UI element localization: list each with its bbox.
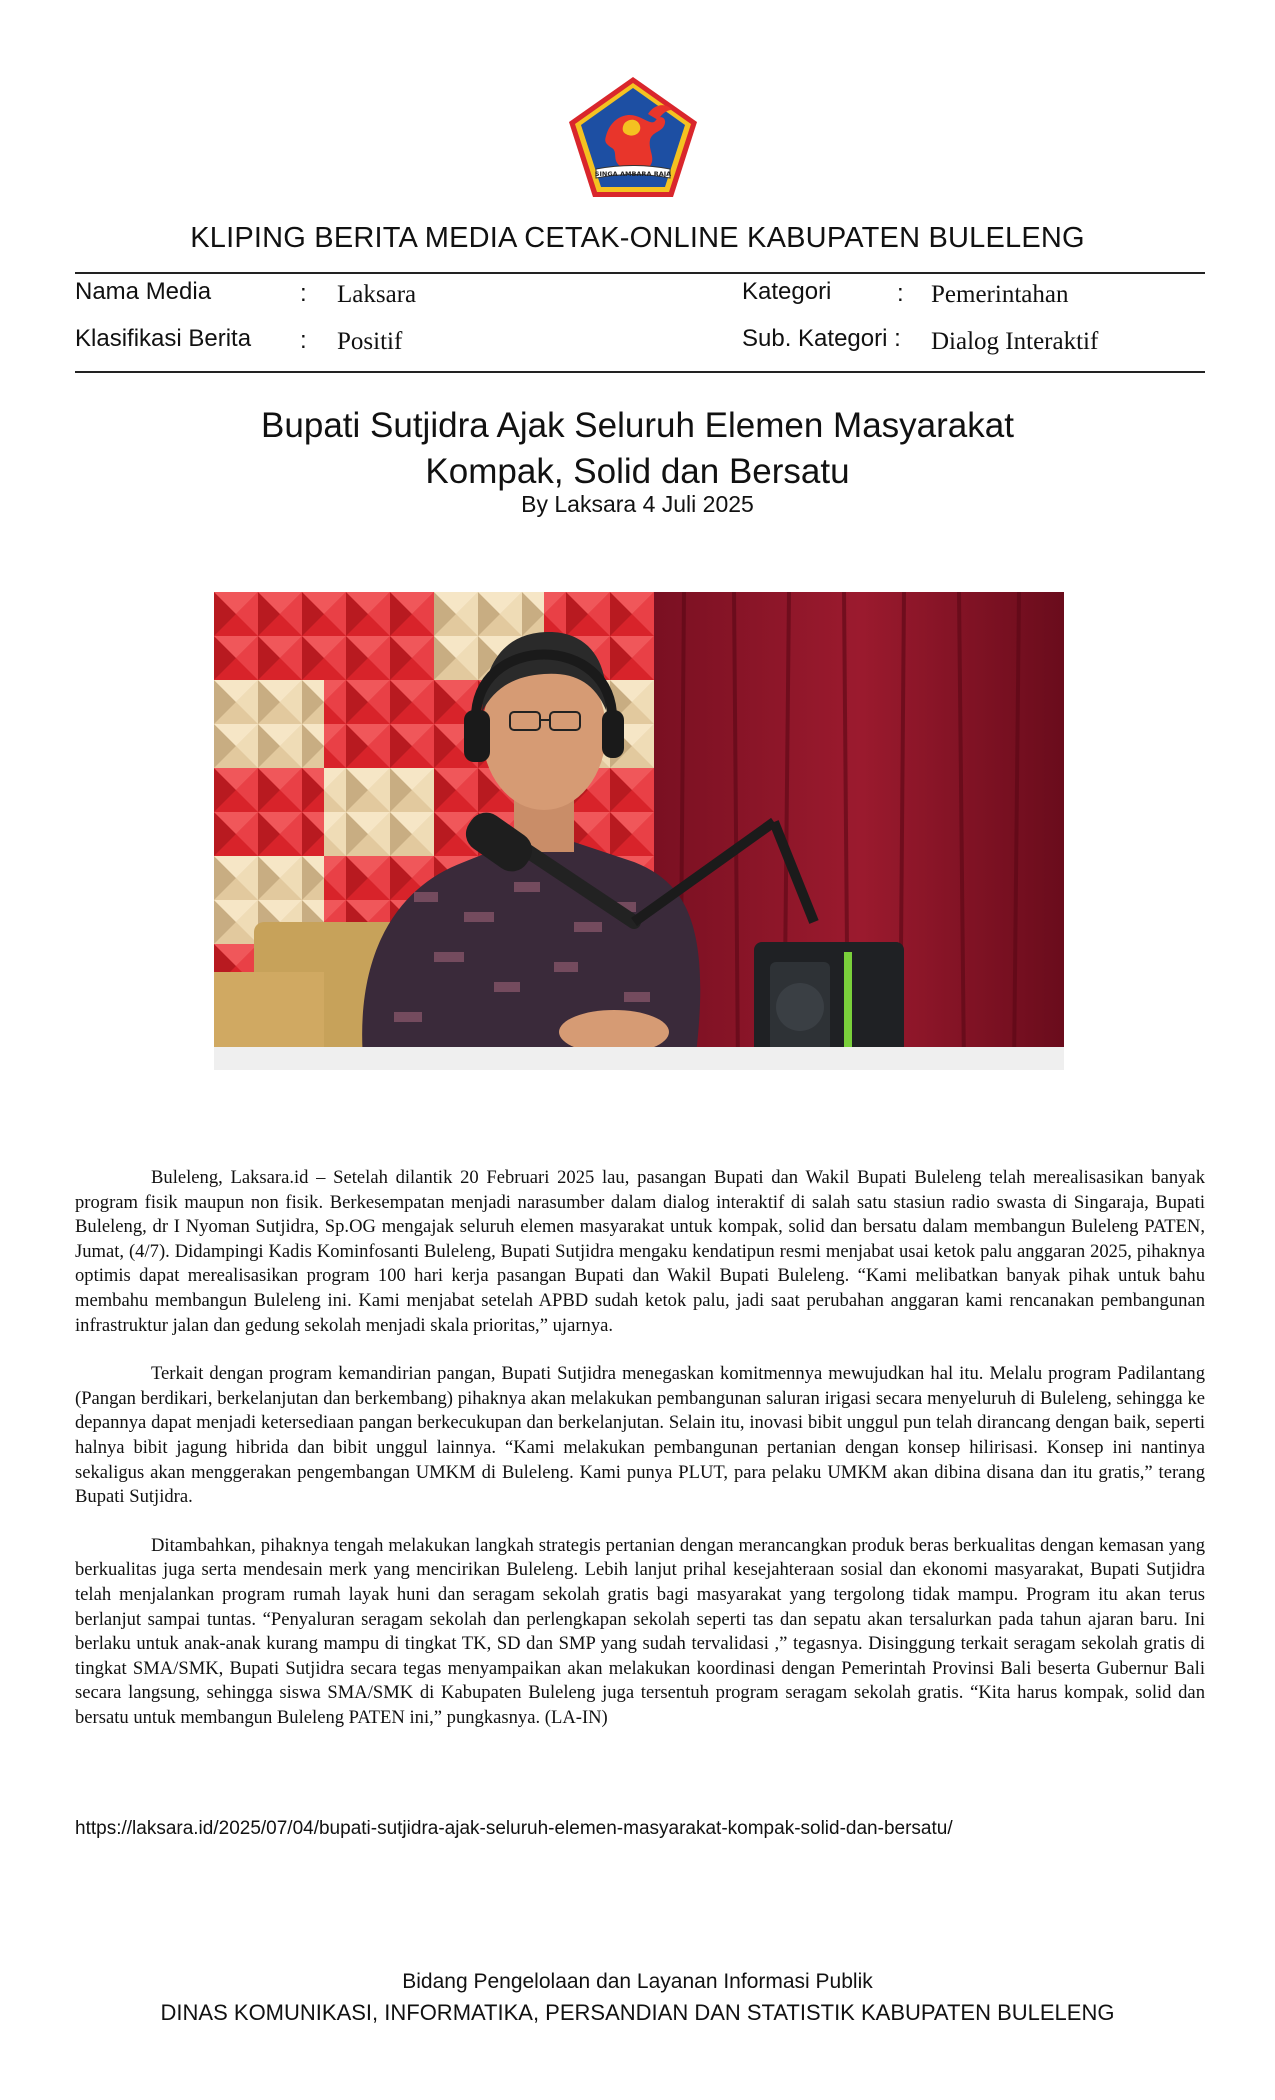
article-title bbox=[0, 403, 1275, 495]
klasifikasi-colon: : bbox=[300, 327, 307, 354]
article-paragraph: Buleleng, Laksara.id – Setelah dilantik 20 Februari 2025 lau, pasangan Bupati dan Wakil Bupati Buleleng telah merealisasikan banyak program fisik maupun non fisik. Berkesempatan menjadi narasumber dalam dialog interaktif di salah satu stasiun radio swasta di Singaraja, Bupati Buleleng, dr I Nyoman Sutjidra, Sp.OG mengajak seluruh elemen masyarakat untuk kompak, solid dan bersatu dalam membangun Buleleng PATEN, Jumat, (4/7). Didampingi Kadis Kominfosanti Buleleng, Bupati Sutjidra mengaku kendatipun resmi menjabat usai ketok palu anggaran 2025, pihaknya optimis dapat merealisasikan program 100 hari kerja pasangan Bupati dan Wakil Bupati Buleleng. “Kami melibatkan banyak pihak untuk bahu membahu membangun Buleleng ini. Kami menjabat setelah APBD sudah ketok palu, jadi saat perubahan anggaran kami rencanakan pembangunan infrastruktur jalan dan gedung sekolah menjadi skala prioritas,” ujarnya. bbox=[75, 1167, 1205, 1336]
logo-motto: SINGA AMBARA RAJA bbox=[594, 170, 672, 178]
kategori-colon: : bbox=[897, 280, 904, 307]
media-label: Nama Media bbox=[75, 278, 212, 305]
article-byline: By Laksara 4 Juli 2025 bbox=[521, 491, 754, 517]
subkategori-value: Dialog Interaktif bbox=[931, 328, 1099, 355]
article-title-line1: Bupati Sutjidra Ajak Seluruh Elemen Masyarakat bbox=[261, 406, 1014, 445]
article-paragraph: Ditambahkan, pihaknya tengah melakukan langkah strategis pertanian dengan merancangkan produk beras berkualitas dengan kemasan yang berkualitas juga serta mendesain merk yang mencirikan Buleleng. Lebih lanjut prihal kesejahteraan sosial dan ekonomi masyarakat, Bupati Sutjidra telah menjalankan program rumah layak huni dan seragam sekolah gratis bagi masyarakat yang tergolong tidak mampu. Program itu akan terus berlanjut sampai tuntas. “Penyaluran seragam sekolah dan perlengkapan sekolah seperti tas dan sepatu akan tersalurkan pada tahun ajaran baru. Ini berlaku untuk anak-anak kurang mampu di tingkat TK, SD dan SMP yang sudah tervalidasi ,” tegasnya. Disinggung terkait seragam sekolah gratis di tingkat SMA/SMK, Bupati Sutjidra secara tegas menyampaikan akan melakukan koordinasi dengan Pemerintah Provinsi Bali beserta Gubernur Bali secara langsung, sehingga siswa SMA/SMK di Kabupaten Buleleng juga tersentuh program seragam sekolah gratis. “Kita harus kompak, solid dan bersatu untuk membangun Buleleng PATEN ini,” pungkasnya. (LA-IN) bbox=[75, 1534, 1205, 1728]
media-colon: : bbox=[300, 280, 307, 307]
header-divider-bottom bbox=[75, 371, 1205, 373]
kategori-value: Pemerintahan bbox=[931, 281, 1069, 308]
article-paragraph: Terkait dengan program kemandirian pangan, Bupati Sutjidra menegaskan komitmennya mewujudkan hal itu. Melalu program Padilantang (Pangan berdikari, berkelanjutan dan berkembang) pihaknya akan melakukan pembangunan saluran irigasi secara menyeluruh di Buleleng, sehingga ke depannya dapat menjadi ketersediaan pangan berkecukupan dan berkelanjutan. Selain itu, inovasi bibit unggul pun telah dirancang dengan baik, seperti halnya bibit jagung hibrida dan bibit unggul lainnya. “Kami melakukan pembangunan pertanian dengan konsep hilirisasi. Konsep ini nantinya sekaligus akan menggerakan pengembangan UMKM di Buleleng. Kami punya PLUT, para pelaku UMKM akan dibina disana dan itu gratis,” terang Bupati Sutjidra. bbox=[75, 1363, 1205, 1508]
footer-department: Bidang Pengelolaan dan Layanan Informasi Publik bbox=[402, 1970, 873, 1993]
klasifikasi-value: Positif bbox=[337, 328, 403, 355]
header-divider-top bbox=[75, 272, 1205, 274]
kategori-label: Kategori bbox=[742, 278, 832, 305]
article-body bbox=[75, 1166, 1205, 1754]
media-value: Laksara bbox=[337, 281, 417, 308]
article-title-line2: Kompak, Solid dan Bersatu bbox=[425, 452, 850, 491]
source-link[interactable]: https://laksara.id/2025/07/04/bupati-sutjidra-ajak-seluruh-elemen-masyarakat-kompak-solid-dan-bersatu/ bbox=[75, 1818, 953, 1839]
subkategori-label: Sub. Kategori : bbox=[742, 325, 901, 352]
buleleng-emblem-logo bbox=[566, 74, 700, 200]
klasifikasi-label: Klasifikasi Berita bbox=[75, 325, 252, 352]
page-header-title: KLIPING BERITA MEDIA CETAK-ONLINE KABUPATEN BULELENG bbox=[190, 222, 1085, 254]
footer-agency: DINAS KOMUNIKASI, INFORMATIKA, PERSANDIAN DAN STATISTIK KABUPATEN BULELENG bbox=[160, 2000, 1115, 2025]
article-photo bbox=[214, 592, 1064, 1070]
